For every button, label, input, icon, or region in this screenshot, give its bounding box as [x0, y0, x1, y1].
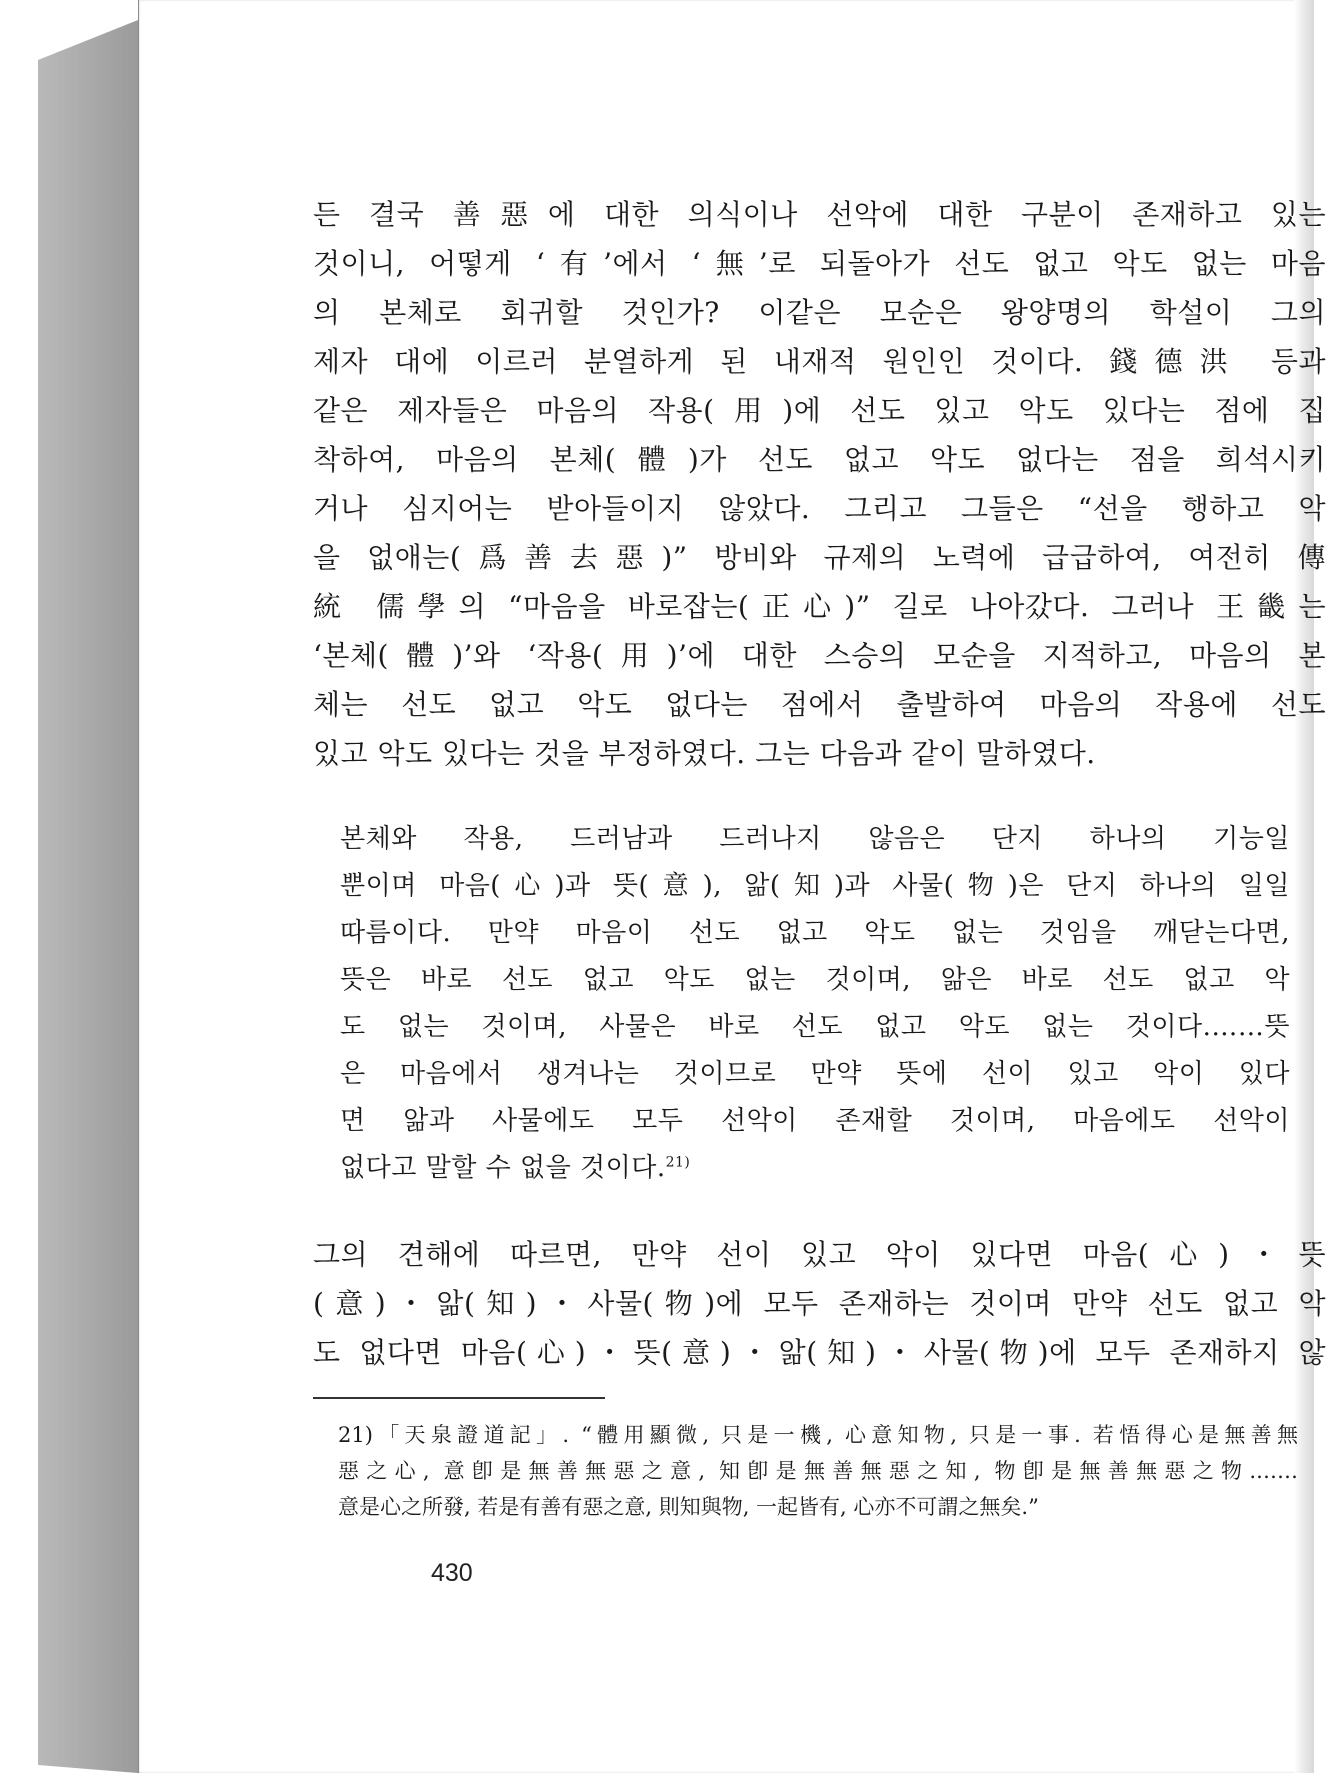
text-line: 착하여, 마음의 본체(體)가 선도 없고 악도 없다는 점을 희석시키 [313, 443, 1326, 476]
text-line: 그의 견해에 따르면, 만약 선이 있고 악이 있다면 마음(心)・뜻 [313, 1238, 1326, 1271]
footnote-21 [338, 1417, 1298, 1525]
quote-line: 뜻은 바로 선도 없고 악도 없는 것이며, 앎은 바로 선도 없고 악 [340, 965, 1290, 995]
text-line: 체는 선도 없고 악도 없다는 점에서 출발하여 마음의 작용에 선도 [313, 688, 1326, 721]
text-line: ‘본체(體)’와 ‘작용(用)’에 대한 스승의 모순을 지적하고, 마음의 본 [313, 639, 1326, 672]
quote-line: 뿐이며 마음(心)과 뜻(意), 앎(知)과 사물(物)은 단지 하나의 일일 [340, 871, 1290, 901]
footnote-reference[interactable]: 21) [665, 1154, 691, 1171]
text-line: 있고 악도 있다는 것을 부정하였다. 그는 다음과 같이 말하였다. [313, 737, 1096, 770]
quote-line-text: 없다고 말할 수 없을 것이다. [340, 1153, 666, 1183]
block-quote [340, 816, 1290, 1192]
footnote-divider [313, 1397, 605, 1399]
quote-line: 도 없는 것이며, 사물은 바로 선도 없고 악도 없는 것이다.……뜻 [340, 1012, 1290, 1042]
quote-line: 본체와 작용, 드러남과 드러나지 않음은 단지 하나의 기능일 [340, 824, 1290, 854]
text-line: (意)・앎(知)・사물(物)에 모두 존재하는 것이며 만약 선도 없고 악 [313, 1287, 1326, 1320]
quote-line: 면 앎과 사물에도 모두 선악이 존재할 것이며, 마음에도 선악이 [340, 1106, 1290, 1136]
text-line: 도 없다면 마음(心)・뜻(意)・앎(知)・사물(物)에 모두 존재하지 않 [313, 1336, 1326, 1369]
quote-line-last [340, 1145, 1290, 1192]
book-page [138, 0, 1326, 1773]
footnote-line: 意是心之所發, 若是有善有惡之意, 則知與物, 一起皆有, 心亦不可謂之無矣.” [338, 1495, 1039, 1519]
quote-line: 따름이다. 만약 마음이 선도 없고 악도 없는 것임을 깨닫는다면, [340, 918, 1290, 948]
text-line: 같은 제자들은 마음의 작용(用)에 선도 있고 악도 있다는 점에 집 [313, 394, 1326, 427]
footnote-line: 21)「天泉證道記」. “體用顯微, 只是一機, 心意知物, 只是一事. 若悟得心是無善無 [338, 1423, 1298, 1447]
text-line: 제자 대에 이르러 분열하게 된 내재적 원인인 것이다. 錢德洪 등과 [313, 345, 1326, 378]
quote-line: 은 마음에서 생겨나는 것이므로 만약 뜻에 선이 있고 악이 있다 [340, 1059, 1290, 1089]
text-line: 統 儒學의 “마음을 바로잡는(正心)” 길로 나아갔다. 그러나 王畿는 [313, 590, 1326, 623]
body-paragraph-2 [313, 1230, 1326, 1377]
text-line: 거나 심지어는 받아들이지 않았다. 그리고 그들은 “선을 행하고 악 [313, 492, 1326, 525]
text-line: 의 본체로 회귀할 것인가? 이같은 모순은 왕양명의 학설이 그의 [313, 296, 1326, 329]
book-spine [38, 20, 138, 1773]
footnote-line: 惡之心, 意卽是無善無惡之意, 知卽是無善無惡之知, 物卽是無善無惡之物.…… [338, 1459, 1298, 1483]
body-paragraph-1 [313, 190, 1326, 778]
text-line: 을 없애는(爲善去惡)” 방비와 규제의 노력에 급급하여, 여전히 傳 [313, 541, 1326, 574]
text-line: 것이니, 어떻게 ‘有’에서 ‘無’로 되돌아가 선도 없고 악도 없는 마음 [313, 247, 1326, 280]
page-number: 430 [431, 1559, 473, 1587]
page-content [313, 190, 1326, 1525]
text-line: 든 결국 善惡에 대한 의식이나 선악에 대한 구분이 존재하고 있는 [313, 198, 1326, 231]
